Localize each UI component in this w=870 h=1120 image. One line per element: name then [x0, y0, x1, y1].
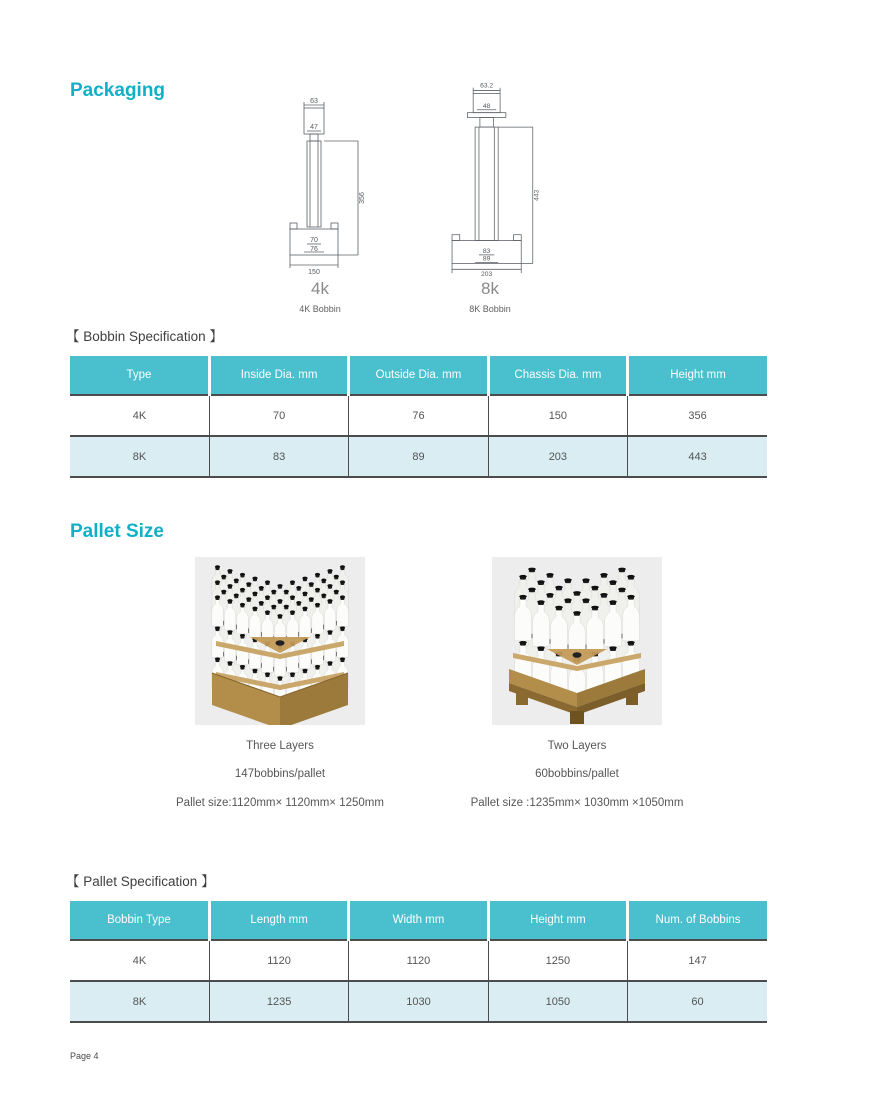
- pallet-right-size: Pallet size :1235mm× 1030mm ×1050mm: [470, 797, 684, 809]
- dim-8k-top: 63.2: [480, 82, 494, 90]
- pallet-right-layers: Two Layers: [547, 740, 607, 752]
- dim-8k-cap: 48: [482, 102, 491, 110]
- pallet-size-title: Pallet Size: [70, 521, 164, 542]
- cell: 1030: [349, 981, 488, 1022]
- bobbin-8k-caption: 8K Bobbin: [469, 304, 511, 314]
- dim-4k-chassis: 150: [308, 269, 320, 276]
- dim-8k-outer: 89: [482, 255, 491, 263]
- cell: 203: [488, 436, 627, 477]
- cell: 1250: [488, 940, 627, 981]
- cell: 1235: [209, 981, 348, 1022]
- col-bobbin-type: Bobbin Type: [70, 901, 209, 940]
- cell: 4K: [70, 395, 209, 436]
- col-length: Length mm: [209, 901, 348, 940]
- pallet-photo-three-layers: [195, 557, 365, 725]
- col-num-bobbins: Num. of Bobbins: [628, 901, 767, 940]
- col-outside-dia: Outside Dia. mm: [349, 356, 488, 395]
- dim-8k-chassis: 203: [481, 271, 493, 277]
- bobbin-4k-label: 4k: [311, 279, 329, 298]
- dim-8k-inner: 83: [482, 247, 491, 255]
- dim-4k-inner: 70: [310, 237, 318, 244]
- col-width: Width mm: [349, 901, 488, 940]
- cell: 76: [349, 395, 488, 436]
- table-row: [70, 981, 767, 1022]
- dim-4k-height: 356: [359, 192, 366, 204]
- pallet-left-layers: Three Layers: [246, 740, 314, 752]
- bobbin-4k-caption: 4K Bobbin: [299, 304, 341, 314]
- bobbin-8k-drawing: [425, 80, 555, 277]
- cell: 60: [628, 981, 767, 1022]
- bobbin-8k-label: 8k: [481, 279, 499, 298]
- dim-4k-outer: 76: [310, 246, 318, 253]
- cell: 70: [209, 395, 348, 436]
- cell: 443: [628, 436, 767, 477]
- col-type: Type: [70, 356, 209, 395]
- cell: 8K: [70, 981, 209, 1022]
- bobbin-4k-drawing: [260, 95, 380, 277]
- dim-8k-height: 443: [533, 189, 541, 201]
- cell: 147: [628, 940, 767, 981]
- col-chassis-dia: Chassis Dia. mm: [488, 356, 627, 395]
- table-row: [70, 436, 767, 477]
- pallet-right-count: 60bobbins/pallet: [535, 768, 619, 780]
- pallet-spec-table: [70, 901, 767, 1023]
- dim-4k-top: 63: [310, 98, 318, 105]
- cell: 89: [349, 436, 488, 477]
- pallet-left-count: 147bobbins/pallet: [234, 768, 326, 780]
- col-height: Height mm: [628, 356, 767, 395]
- cell: 150: [488, 395, 627, 436]
- table-row: [70, 940, 767, 981]
- pallet-spec-heading: 【 Pallet Specification 】: [66, 874, 215, 889]
- cell: 1050: [488, 981, 627, 1022]
- cell: 1120: [209, 940, 348, 981]
- packaging-title: Packaging: [70, 80, 166, 101]
- table-row: [70, 395, 767, 436]
- bobbin-spec-heading: 【 Bobbin Specification 】: [66, 329, 223, 344]
- dim-4k-cap: 47: [310, 124, 318, 131]
- pallet-left-size: Pallet size:1120mm× 1120mm× 1250mm: [176, 797, 384, 809]
- cell: 4K: [70, 940, 209, 981]
- cell: 83: [209, 436, 348, 477]
- bobbin-spec-header-row: [70, 356, 767, 395]
- cell: 1120: [349, 940, 488, 981]
- col-inside-dia: Inside Dia. mm: [209, 356, 348, 395]
- bobbin-spec-table: [70, 356, 767, 478]
- cell: 8K: [70, 436, 209, 477]
- col-height: Height mm: [488, 901, 627, 940]
- cell: 356: [628, 395, 767, 436]
- pallet-photo-two-layers: [492, 557, 662, 725]
- page-number: Page 4: [70, 1051, 99, 1061]
- pallet-spec-header-row: [70, 901, 767, 940]
